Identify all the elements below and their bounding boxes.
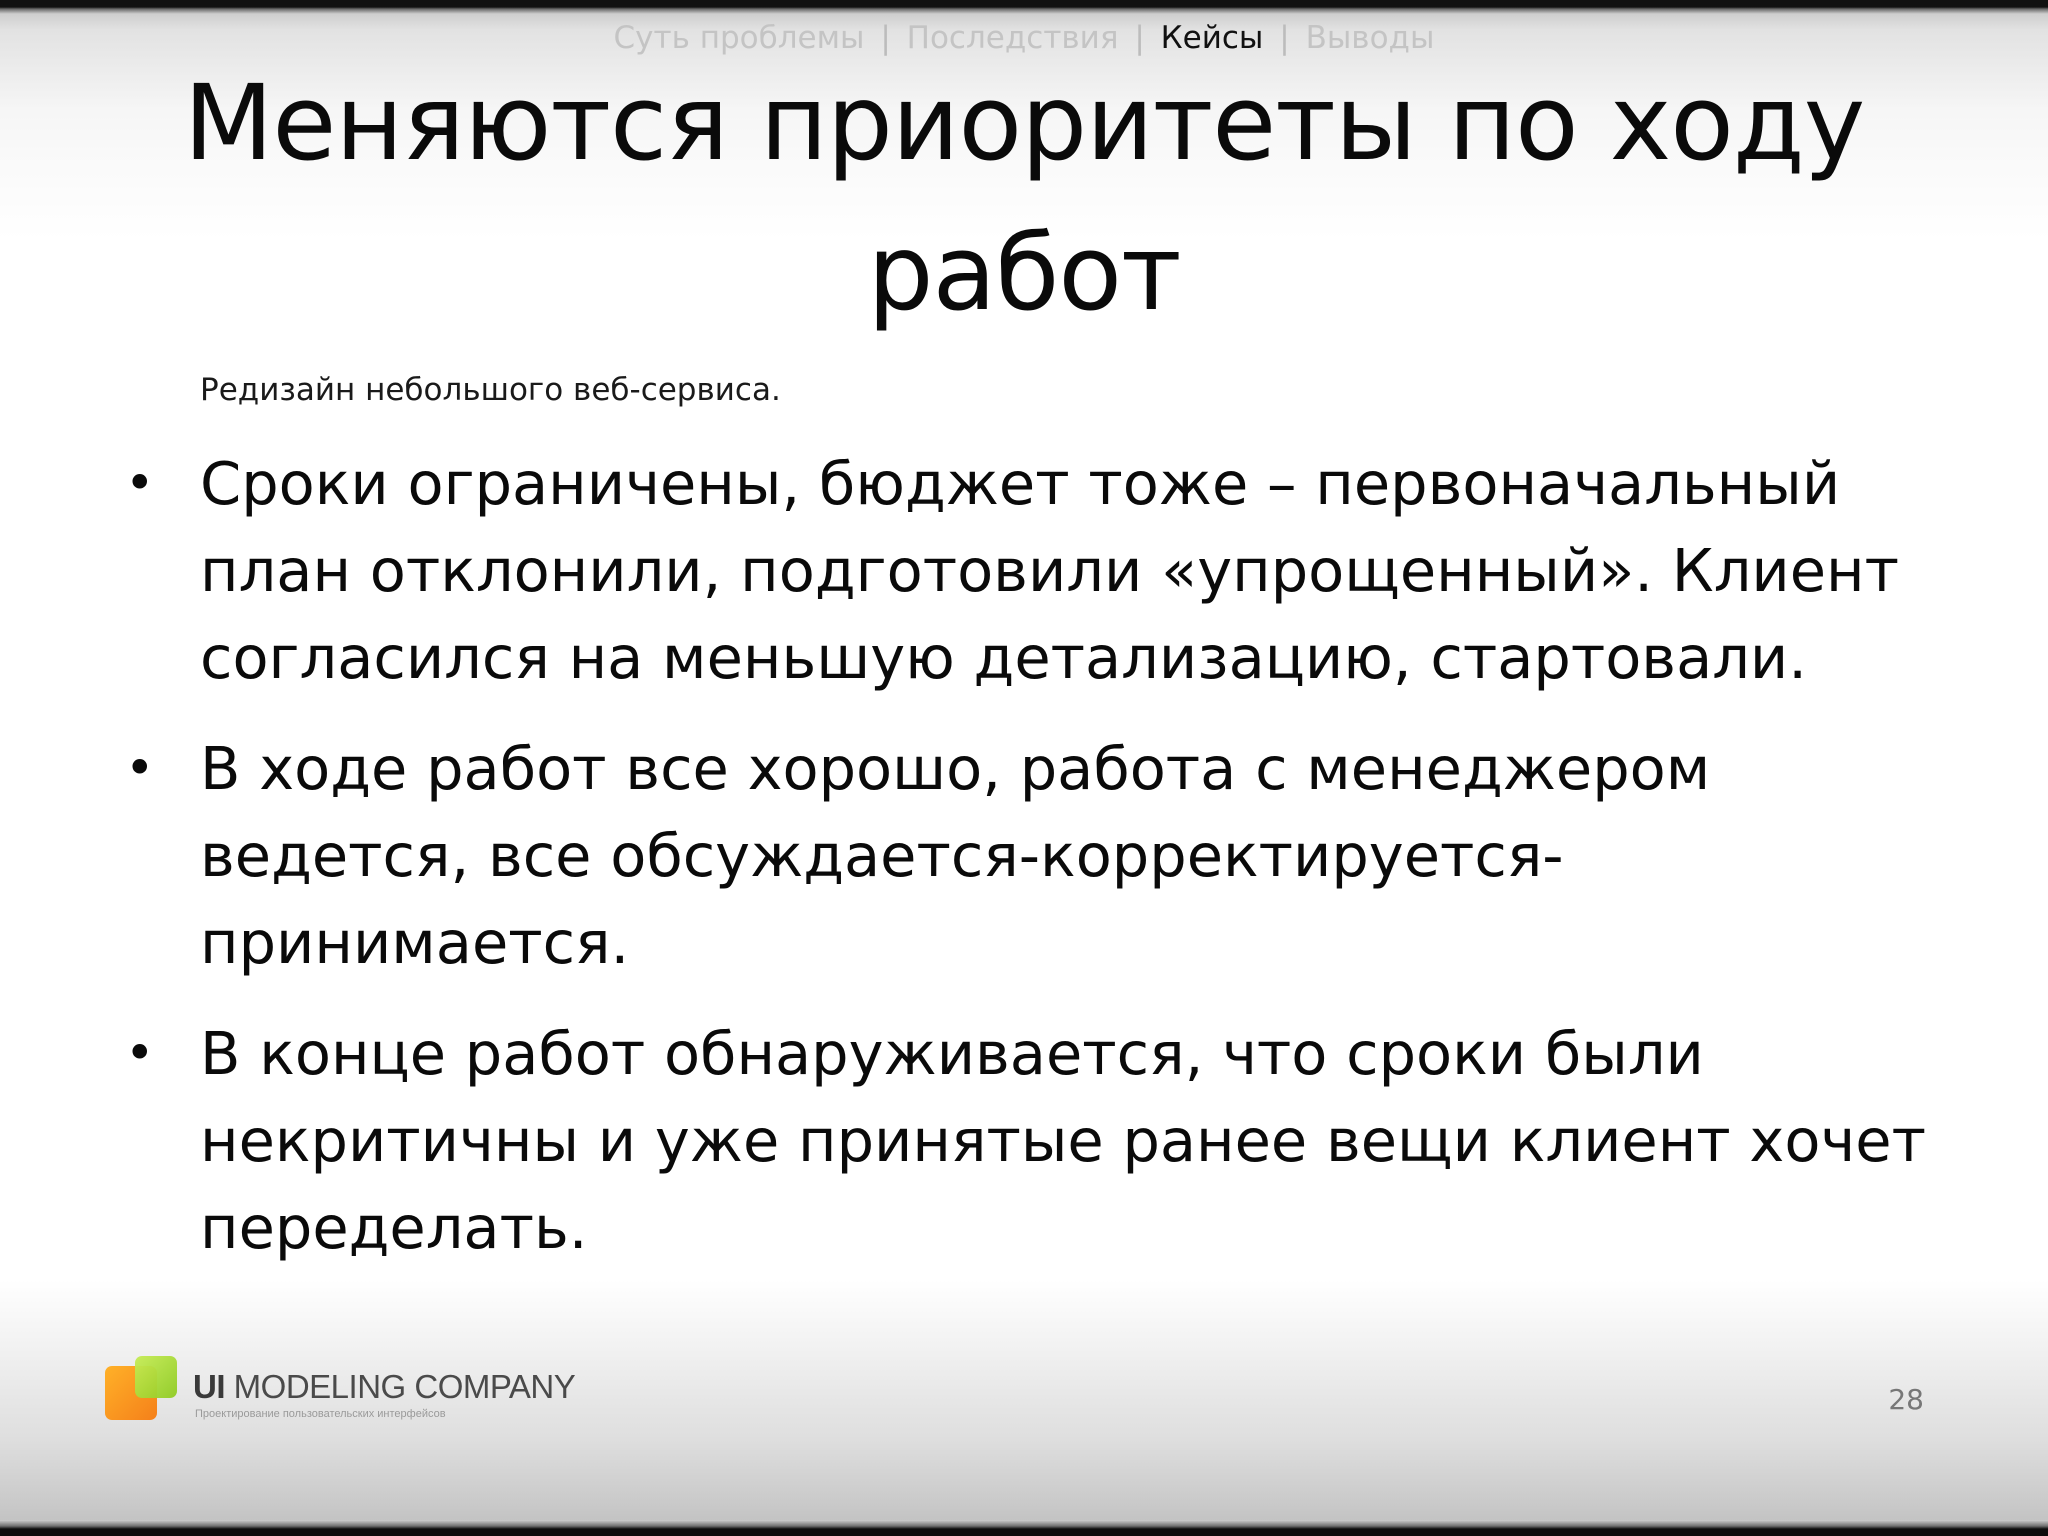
slide-title: Меняются приоритеты по ходу работ <box>183 62 1865 334</box>
bullet-dot: • <box>125 1024 155 1082</box>
logo-tagline: Проектирование пользовательских интерфейсов <box>195 1408 446 1420</box>
bullet-dot: • <box>125 739 155 797</box>
logo-squares-icon <box>105 1356 177 1426</box>
bullet-text: В конце работ обнаруживается, что сроки были некритичны и уже принятые ранее вещи клиент хочет переделать. <box>200 1019 1926 1262</box>
logo-name-rest: MODELING COMPANY <box>233 1368 576 1405</box>
logo-green-square <box>135 1356 177 1398</box>
breadcrumb-separator: | <box>880 20 891 56</box>
bullet-dot: • <box>125 454 155 512</box>
slide-subtitle: Редизайн небольшого веб-сервиса. <box>200 372 781 408</box>
bullet-list <box>120 440 1940 1295</box>
bullet-item <box>120 725 1940 986</box>
bullet-text: В ходе работ все хорошо, работа с менеджером ведется, все обсуждается-корректируется-принимается. <box>200 734 1711 977</box>
page-number: 28 <box>1888 1383 1924 1416</box>
breadcrumb-item-cases[interactable]: Кейсы <box>1160 20 1264 56</box>
bottom-frame-bar <box>0 1520 2048 1536</box>
breadcrumb-item-problem[interactable]: Суть проблемы <box>613 20 865 56</box>
breadcrumb-separator: | <box>1134 20 1145 56</box>
bullet-item <box>120 1010 1940 1271</box>
breadcrumb-item-consequences[interactable]: Последствия <box>906 20 1119 56</box>
breadcrumb-item-conclusions[interactable]: Выводы <box>1305 20 1435 56</box>
top-frame-bar <box>0 0 2048 14</box>
company-logo <box>105 1356 575 1426</box>
logo-name-bold: UI <box>193 1368 225 1405</box>
bullet-text: Сроки ограничены, бюджет тоже – первоначальный план отклонили, подготовили «упрощенный». Клиент согласился на меньшую детализацию, стартовали. <box>200 449 1899 692</box>
logo-company-name <box>193 1368 575 1406</box>
bullet-item <box>120 440 1940 701</box>
breadcrumb-separator: | <box>1279 20 1290 56</box>
